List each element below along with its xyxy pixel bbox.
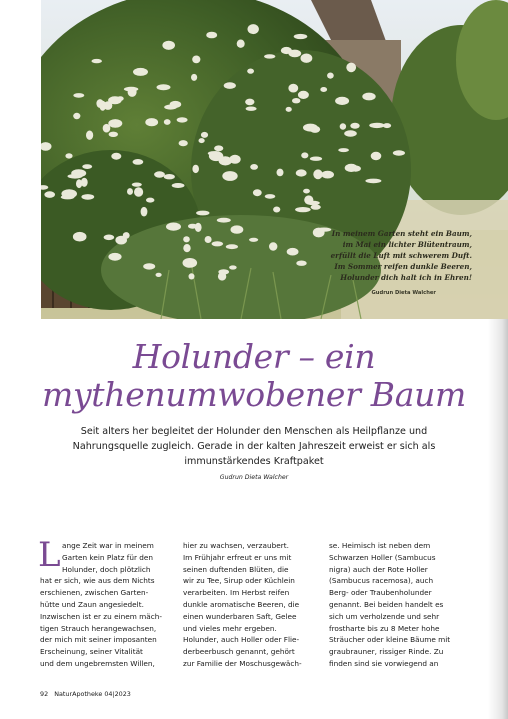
article-title xyxy=(20,338,488,414)
body-line: frostharte bis zu 8 Meter hohe xyxy=(329,623,440,633)
drop-cap: L xyxy=(38,535,61,575)
title-line: Holunder – ein xyxy=(132,337,376,376)
blossom-umbel xyxy=(313,169,322,179)
blossom-umbel xyxy=(294,34,308,39)
blossom-umbel xyxy=(298,91,309,99)
blossom-umbel xyxy=(96,99,103,108)
blossom-umbel xyxy=(61,195,75,200)
title-line: mythenumwobener Baum xyxy=(41,375,467,414)
body-line: hat er sich, wie aus dem Nichts xyxy=(40,576,155,586)
body-line: finden sind sie vorwiegend an xyxy=(329,658,439,668)
poem-line: Holunder dich halt ich in Ehren! xyxy=(340,273,472,282)
blossom-umbel xyxy=(212,241,224,246)
blossom-umbel xyxy=(164,174,175,179)
body-line: ange Zeit war in meinem xyxy=(62,541,154,550)
blossom-umbel xyxy=(371,152,382,160)
blossom-umbel xyxy=(321,171,334,179)
body-line: Schwarzen Holler (Sambucus xyxy=(329,552,436,562)
blossom-umbel xyxy=(92,59,102,63)
article-subtitle xyxy=(55,424,453,469)
poem-line: erfüllt die Luft mit schwerem Duft. xyxy=(330,251,472,260)
blossom-umbel xyxy=(301,54,313,63)
blossom-umbel xyxy=(86,131,93,140)
blossom-umbel xyxy=(115,236,127,245)
blossom-umbel xyxy=(246,107,257,111)
blossom-umbel xyxy=(369,123,384,128)
poem-overlay xyxy=(302,228,472,283)
blossom-umbel xyxy=(237,40,245,48)
blossom-umbel xyxy=(350,123,359,129)
body-line: einen wunderbaren Saft, Gelee xyxy=(183,611,297,621)
blossom-umbel xyxy=(206,32,217,39)
blossom-umbel xyxy=(109,132,118,137)
blossom-umbel xyxy=(253,189,262,196)
blossom-umbel xyxy=(146,198,154,203)
blossom-umbel xyxy=(183,244,190,252)
blossom-umbel xyxy=(192,165,199,173)
blossom-umbel xyxy=(164,105,177,110)
blossom-umbel xyxy=(76,179,82,188)
body-line: wir zu Tee, Sirup oder Küchlein xyxy=(183,576,295,586)
body-line: verarbeiten. Im Herbst reifen xyxy=(183,588,290,598)
blossom-umbel xyxy=(73,113,80,119)
body-line: hütte und Zaun angesiedelt. xyxy=(40,599,144,609)
text-column-3 xyxy=(329,540,464,670)
blossom-umbel xyxy=(250,164,258,170)
text-column-1 xyxy=(38,535,175,670)
blossom-umbel xyxy=(245,99,254,106)
blossom-umbel xyxy=(224,82,236,89)
blossom-umbel xyxy=(143,263,155,269)
blossom-umbel xyxy=(344,130,357,136)
blossom-umbel xyxy=(166,223,181,231)
blossom-umbel xyxy=(335,97,349,105)
blossom-umbel xyxy=(104,235,115,241)
blossom-umbel xyxy=(108,253,121,261)
blossom-umbel xyxy=(301,152,308,158)
blossom-umbel xyxy=(172,183,185,188)
blossom-umbel xyxy=(311,204,321,209)
blossom-umbel xyxy=(117,96,124,101)
subtitle-line: Nahrungsquelle zugleich. Gerade in der kalten Jahreszeit erweist er sich als xyxy=(72,441,436,452)
blossom-umbel xyxy=(248,24,259,34)
body-line: Holunder, auch Holler oder Flie- xyxy=(183,635,300,645)
body-line: seinen duftenden Blüten, die xyxy=(183,564,289,574)
body-line: erschienen, zwischen Garten- xyxy=(40,588,149,598)
blossom-umbel xyxy=(231,225,244,233)
blossom-umbel xyxy=(191,74,197,81)
blossom-umbel xyxy=(265,194,276,199)
body-line: genannt. Bei beiden handelt es xyxy=(329,599,444,609)
blossom-umbel xyxy=(346,63,356,73)
magazine-issue: NaturApotheke 04|2023 xyxy=(54,690,131,698)
blossom-umbel xyxy=(196,211,209,216)
subtitle-line: immunstärkendes Kraftpaket xyxy=(184,456,324,467)
blossom-umbel xyxy=(133,159,144,165)
blossom-umbel xyxy=(201,132,208,138)
blossom-umbel xyxy=(320,87,327,92)
blossom-umbel xyxy=(264,54,275,58)
blossom-umbel xyxy=(362,93,375,101)
blossom-umbel xyxy=(65,153,72,158)
blossom-umbel xyxy=(295,207,311,212)
body-line: hier zu wachsen, verzaubert. xyxy=(183,541,289,550)
poem-line: In meinem Garten steht ein Baum, xyxy=(331,229,472,238)
body-line: der mich mit seiner imposanten xyxy=(40,635,157,645)
body-line: Im Frühjahr erfreut er uns mit xyxy=(183,552,292,562)
blossom-umbel xyxy=(306,201,320,205)
body-line: Sträucher oder kleine Bäume mit xyxy=(329,635,451,645)
blossom-umbel xyxy=(214,145,223,151)
blossom-umbel xyxy=(288,50,301,58)
blossom-umbel xyxy=(277,169,284,177)
blossom-umbel xyxy=(157,84,171,90)
body-line: und vieles mehr ergeben. xyxy=(183,623,277,633)
blossom-umbel xyxy=(345,164,358,172)
blossom-umbel xyxy=(269,242,277,250)
blossom-umbel xyxy=(177,117,188,122)
subtitle-line: Seit alters her begleitet der Holunder den Menschen als Heilpflanze und xyxy=(80,426,428,437)
page-footer xyxy=(40,690,131,698)
body-line: (Sambucus racemosa), auch xyxy=(329,576,434,586)
blossom-umbel xyxy=(303,189,310,194)
blossom-umbel xyxy=(393,150,405,155)
page-number: 92 xyxy=(40,690,49,698)
blossom-umbel xyxy=(217,218,231,223)
blossom-umbel xyxy=(229,265,237,269)
blossom-umbel xyxy=(365,179,381,184)
blossom-umbel xyxy=(292,98,300,103)
body-line: graubrauner, rissiger Rinde. Zu xyxy=(329,647,444,657)
body-line: sich um verholzende und sehr xyxy=(329,611,440,621)
blossom-umbel xyxy=(226,244,238,249)
body-line: Erscheinung, seiner Vitalität xyxy=(40,647,143,657)
blossom-umbel xyxy=(141,207,148,217)
blossom-umbel xyxy=(303,124,318,132)
body-line: Holunder, doch plötzlich xyxy=(62,564,151,574)
body-line: se. Heimisch ist neben dem xyxy=(329,541,431,550)
blossom-umbel xyxy=(286,107,292,112)
blossom-umbel xyxy=(183,236,190,242)
blossom-umbel xyxy=(327,73,334,79)
blossom-umbel xyxy=(183,258,198,268)
blossom-umbel xyxy=(44,191,55,198)
blossom-umbel xyxy=(222,171,237,181)
blossom-umbel xyxy=(81,194,94,200)
blossom-umbel xyxy=(310,157,322,161)
blossom-umbel xyxy=(296,169,307,176)
body-line: Garten kein Platz für den xyxy=(62,552,154,562)
blossom-umbel xyxy=(383,123,391,128)
blossom-umbel xyxy=(219,156,232,165)
blossom-umbel xyxy=(338,148,349,152)
blossom-umbel xyxy=(192,56,200,64)
article-byline: Gudrun Dieta Walcher xyxy=(219,474,289,481)
blossom-umbel xyxy=(73,93,84,98)
body-line: zur Familie der Moschusgewäch- xyxy=(183,658,302,668)
body-line: nigra) auch der Rote Holler xyxy=(329,564,428,574)
blossom-umbel xyxy=(162,41,175,50)
body-line: derbeerbusch genannt, gehört xyxy=(183,647,295,657)
blossom-umbel xyxy=(82,164,92,169)
blossom-umbel xyxy=(288,84,298,93)
blossom-umbel xyxy=(156,273,162,277)
body-line: Inzwischen ist er zu einem mäch- xyxy=(40,611,162,621)
blossom-umbel xyxy=(127,188,133,195)
blossom-umbel xyxy=(199,138,205,143)
text-column-2 xyxy=(183,540,318,670)
blossom-umbel xyxy=(108,119,122,128)
body-line: Berg- oder Traubenholunder xyxy=(329,588,432,598)
blossom-umbel xyxy=(218,272,226,280)
poem-line: im Mai ein lichter Blütentraum, xyxy=(342,240,472,249)
blossom-umbel xyxy=(287,248,299,256)
blossom-umbel xyxy=(133,68,148,76)
blossom-umbel xyxy=(247,69,254,74)
body-line: tigen Strauch herangewachsen, xyxy=(40,623,157,633)
body-line: dunkle aromatische Beeren, die xyxy=(183,599,300,609)
blossom-umbel xyxy=(73,232,87,242)
blossom-umbel xyxy=(124,87,138,92)
blossom-umbel xyxy=(340,123,346,129)
blossom-umbel xyxy=(132,183,142,187)
blossom-umbel xyxy=(273,207,280,213)
blossom-umbel xyxy=(71,169,86,177)
blossom-umbel xyxy=(205,236,212,243)
blossom-umbel xyxy=(134,187,143,197)
blossom-umbel xyxy=(154,171,165,177)
blossom-umbel xyxy=(164,119,171,125)
blossom-umbel xyxy=(179,140,188,146)
blossom-umbel xyxy=(145,118,158,126)
hero-photo-elder-bush xyxy=(41,0,508,319)
poem-line: Im Sommer reifen dunkle Beeren, xyxy=(334,262,472,271)
poem-author: Gudrun Dieta Walcher xyxy=(371,290,436,296)
blossom-umbel xyxy=(189,273,195,279)
blossom-umbel xyxy=(249,238,258,242)
blossom-umbel xyxy=(111,153,121,160)
body-line: und dem ungebremsten Willen, xyxy=(40,658,155,668)
blossom-umbel xyxy=(188,224,197,229)
